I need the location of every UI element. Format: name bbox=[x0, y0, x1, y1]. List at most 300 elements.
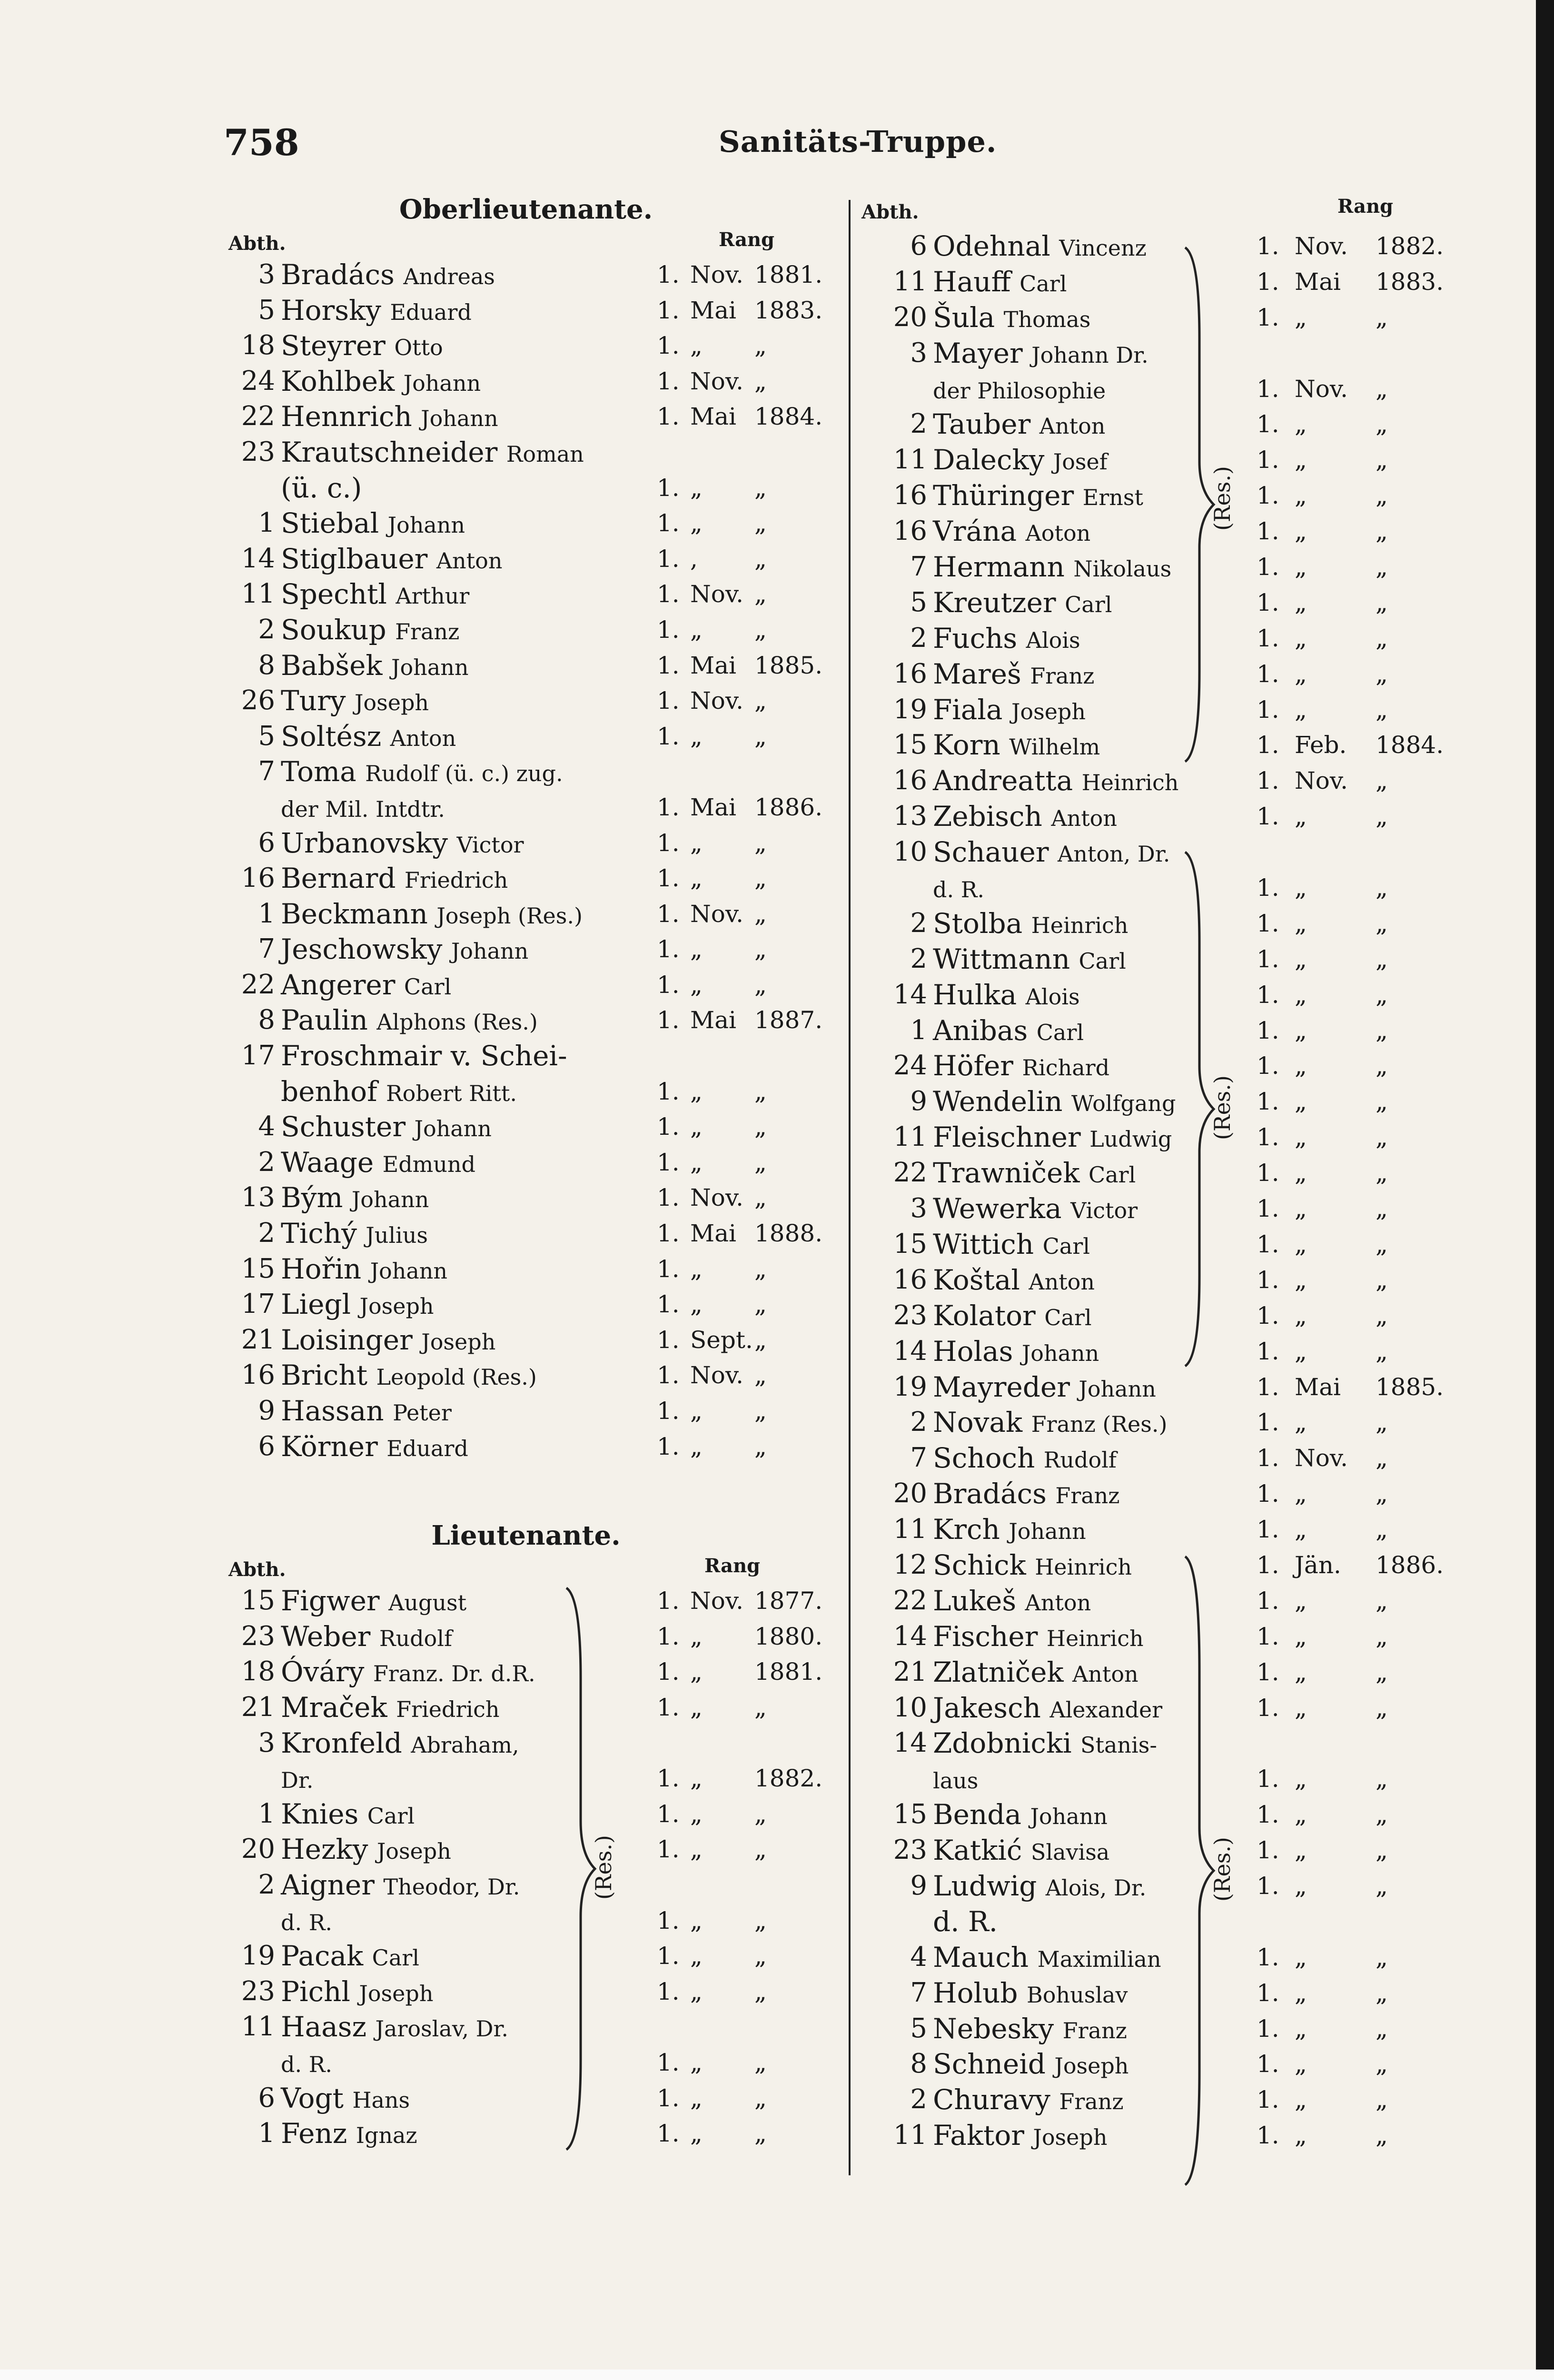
rank-month: Nov. bbox=[690, 580, 744, 608]
officer-name bbox=[933, 1440, 1117, 1478]
abth-number: 7 bbox=[258, 756, 275, 787]
given-name: Carl bbox=[1036, 1019, 1084, 1045]
rank-month: „ bbox=[1295, 624, 1307, 652]
officer-name bbox=[933, 942, 1126, 979]
given-name: Johann bbox=[403, 370, 481, 396]
surname: Liegl bbox=[281, 1288, 351, 1321]
given-name: Peter bbox=[393, 1400, 452, 1426]
rank-year: „ bbox=[1376, 2050, 1388, 2078]
officer-name bbox=[281, 967, 451, 1005]
rank-day: 1. bbox=[1257, 1551, 1279, 1579]
surname: Bradács bbox=[281, 258, 395, 291]
rank-month: Mai bbox=[690, 403, 736, 431]
officer-name bbox=[933, 514, 1090, 551]
rank-year: „ bbox=[754, 971, 767, 999]
officer-name bbox=[933, 1298, 1092, 1336]
rank-day: 1. bbox=[657, 935, 680, 963]
officer-name bbox=[281, 1938, 419, 1976]
rank-month: „ bbox=[1295, 1088, 1307, 1116]
rank-day: 1. bbox=[1257, 1408, 1279, 1437]
list-item bbox=[861, 1512, 1480, 1547]
given-name: Johann Dr. bbox=[1031, 342, 1148, 368]
surname: Paulin bbox=[281, 1004, 368, 1037]
surname: Bricht bbox=[281, 1359, 368, 1392]
surname: Tichý bbox=[281, 1217, 357, 1250]
surname: Waage bbox=[281, 1146, 374, 1179]
rank-month: Nov. bbox=[1295, 1444, 1348, 1472]
list-item bbox=[209, 1583, 842, 1619]
list-item bbox=[209, 1619, 842, 1655]
officer-name bbox=[933, 1013, 1084, 1051]
given-name: Joseph bbox=[1054, 2053, 1129, 2079]
given-name: Johann bbox=[1021, 1340, 1099, 1366]
given-name: Carl bbox=[1065, 591, 1112, 617]
officer-name bbox=[281, 1583, 466, 1621]
given-name: Franz. Dr. d.R. bbox=[373, 1661, 535, 1687]
rank-day: 1. bbox=[657, 1326, 680, 1354]
list-item bbox=[209, 506, 842, 541]
abth-number: 24 bbox=[893, 1050, 927, 1081]
abth-header: Abth. bbox=[228, 1558, 286, 1581]
list-item bbox=[861, 1940, 1480, 1975]
rank-month: Nov. bbox=[690, 900, 744, 928]
officer-name bbox=[933, 1726, 1157, 1763]
given-name: Aoton bbox=[1025, 520, 1091, 546]
list-item bbox=[209, 2116, 842, 2152]
rank-year: „ bbox=[1376, 695, 1388, 724]
officer-name bbox=[933, 1227, 1090, 1264]
officer-name bbox=[933, 656, 1094, 694]
rank-month: „ bbox=[690, 1148, 703, 1176]
abth-number: 2 bbox=[910, 2084, 927, 2115]
given-name: Franz (Res.) bbox=[1031, 1411, 1168, 1438]
rank-day: 1. bbox=[657, 1587, 680, 1615]
rank-day: 1. bbox=[1257, 553, 1279, 581]
rang-header: Rang bbox=[1337, 195, 1394, 218]
rank-day: 1. bbox=[657, 296, 680, 324]
list-item bbox=[861, 1191, 1480, 1227]
given-name: Franz bbox=[395, 618, 460, 645]
abth-number: 11 bbox=[241, 578, 275, 610]
rank-year: „ bbox=[754, 1906, 767, 1934]
given-name: der Mil. Intdtr. bbox=[281, 796, 445, 822]
list-item bbox=[209, 790, 842, 825]
rank-month: „ bbox=[690, 1977, 703, 2005]
rank-month: „ bbox=[690, 1800, 703, 1828]
surname: Krautschneider bbox=[281, 436, 498, 468]
rank-month: „ bbox=[690, 971, 703, 999]
rank-day: 1. bbox=[1257, 731, 1279, 759]
surname: Óváry bbox=[281, 1656, 365, 1688]
officer-name bbox=[933, 2011, 1127, 2049]
officer-name bbox=[281, 754, 563, 792]
rank-month: „ bbox=[690, 1906, 703, 1934]
given-name: Wolfgang bbox=[1071, 1091, 1176, 1117]
rank-month: Mai bbox=[690, 296, 736, 324]
officer-name bbox=[933, 1797, 1108, 1835]
given-name: Heinrich bbox=[1035, 1554, 1132, 1580]
officer-name bbox=[281, 1180, 429, 1218]
reserve-label: (Res.) bbox=[590, 1835, 616, 1900]
surname: Churavy bbox=[933, 2083, 1050, 2116]
surname: Jakesch bbox=[933, 1691, 1041, 1724]
abth-number: 2 bbox=[910, 622, 927, 654]
rank-year: „ bbox=[1376, 1622, 1388, 1650]
officer-name bbox=[281, 1322, 495, 1360]
rank-year: „ bbox=[754, 1432, 767, 1460]
rank-day: 1. bbox=[657, 367, 680, 395]
rank-year: „ bbox=[754, 1290, 767, 1319]
given-name: Victor bbox=[456, 832, 524, 858]
rank-year: „ bbox=[754, 1077, 767, 1105]
surname: Andreatta bbox=[933, 764, 1073, 797]
rank-year: „ bbox=[754, 935, 767, 963]
surname: Zdobnicki bbox=[933, 1727, 1072, 1760]
given-name: Richard bbox=[1022, 1055, 1110, 1081]
list-item bbox=[209, 1322, 842, 1358]
abth-number: 4 bbox=[910, 1941, 927, 1973]
list-item bbox=[209, 1251, 842, 1287]
left-column bbox=[209, 190, 842, 2152]
rank-month: „ bbox=[690, 615, 703, 644]
given-name: Carl bbox=[1020, 270, 1067, 297]
rank-month: „ bbox=[1295, 1408, 1307, 1437]
rank-month: Nov. bbox=[690, 687, 744, 715]
officer-name bbox=[933, 371, 1106, 409]
surname: Odehnal bbox=[933, 230, 1050, 262]
surname: Ludwig bbox=[933, 1869, 1037, 1902]
rank-year: „ bbox=[1376, 1337, 1388, 1365]
reserve-label: (Res.) bbox=[1209, 466, 1235, 531]
rank-day: 1. bbox=[657, 1765, 680, 1793]
officer-name bbox=[933, 1833, 1109, 1870]
rank-month: „ bbox=[690, 2048, 703, 2076]
rank-day: 1. bbox=[657, 261, 680, 288]
rank-year: „ bbox=[754, 1693, 767, 1721]
rank-day: 1. bbox=[657, 2120, 680, 2148]
rank-day: 1. bbox=[657, 1148, 680, 1176]
abth-number: 2 bbox=[910, 408, 927, 440]
abth-number: 2 bbox=[910, 1407, 927, 1438]
rank-month: „ bbox=[690, 509, 703, 537]
list-item bbox=[861, 2082, 1480, 2118]
rank-year: „ bbox=[1376, 553, 1388, 581]
given-name: Anton, Dr. bbox=[1058, 841, 1170, 867]
list-item bbox=[861, 799, 1480, 834]
rank-month: „ bbox=[690, 1835, 703, 1864]
rank-month: Mai bbox=[1295, 1373, 1341, 1401]
rank-month: „ bbox=[1295, 303, 1307, 331]
rank-year: „ bbox=[1376, 1587, 1388, 1615]
abth-number: 11 bbox=[893, 444, 927, 476]
given-name: Franz bbox=[1030, 663, 1095, 689]
surname: Vogt bbox=[281, 2082, 344, 2114]
given-name: Otto bbox=[394, 335, 443, 361]
rank-year: „ bbox=[1376, 1088, 1388, 1116]
given-name: Jaroslav, Dr. bbox=[375, 2016, 509, 2042]
rank-year: „ bbox=[1376, 1266, 1388, 1294]
rank-year: „ bbox=[1376, 2122, 1388, 2150]
abth-number: 7 bbox=[258, 933, 275, 965]
rank-year: „ bbox=[754, 1977, 767, 2005]
officer-name bbox=[281, 790, 445, 827]
rank-day: 1. bbox=[1257, 1658, 1279, 1686]
rank-year: „ bbox=[1376, 874, 1388, 902]
abth-number: 23 bbox=[893, 1835, 927, 1866]
list-item bbox=[209, 2081, 842, 2116]
rank-day: 1. bbox=[657, 332, 680, 360]
surname: Vrána bbox=[933, 515, 1017, 548]
surname: Mareš bbox=[933, 657, 1021, 690]
rank-year: „ bbox=[754, 545, 767, 573]
list-item bbox=[861, 514, 1480, 549]
rank-year: 1886. bbox=[754, 793, 823, 821]
surname: Korn bbox=[933, 729, 1000, 762]
list-item bbox=[861, 1084, 1480, 1120]
column-header bbox=[209, 1555, 842, 1583]
officer-name bbox=[933, 1084, 1176, 1121]
rank-day: 1. bbox=[657, 864, 680, 892]
list-item bbox=[209, 1867, 842, 1903]
abth-number: 6 bbox=[910, 230, 927, 261]
surname: Wittich bbox=[933, 1228, 1034, 1260]
rank-day: 1. bbox=[657, 1906, 680, 1934]
abth-number: 7 bbox=[910, 551, 927, 583]
list-item bbox=[861, 264, 1480, 300]
abth-number: 16 bbox=[893, 516, 927, 547]
given-name: Alexander bbox=[1049, 1696, 1163, 1723]
rank-year: „ bbox=[1376, 1943, 1388, 1971]
list-item bbox=[209, 612, 842, 648]
rank-day: 1. bbox=[657, 2084, 680, 2112]
rank-day: 1. bbox=[1257, 1587, 1279, 1615]
rank-month: „ bbox=[690, 1397, 703, 1425]
rank-day: 1. bbox=[1257, 874, 1279, 902]
abth-number: 5 bbox=[258, 294, 275, 326]
officer-name bbox=[281, 1867, 520, 1905]
abth-number: 1 bbox=[910, 1014, 927, 1046]
rank-month: Sept. bbox=[690, 1326, 753, 1354]
given-name: Anton bbox=[390, 725, 456, 751]
rank-year: „ bbox=[754, 722, 767, 750]
officer-name bbox=[281, 1974, 433, 2012]
abth-number: 1 bbox=[258, 507, 275, 539]
surname: Kronfeld bbox=[281, 1726, 402, 1759]
surname: Hořin bbox=[281, 1252, 362, 1285]
rank-year: 1885. bbox=[754, 651, 823, 679]
abth-number: 23 bbox=[241, 1620, 275, 1652]
surname: Wewerka bbox=[933, 1192, 1062, 1225]
list-item bbox=[209, 861, 842, 896]
surname: Stolba bbox=[933, 907, 1023, 940]
given-name: laus bbox=[933, 1768, 979, 1794]
given-name: Joseph bbox=[359, 1293, 434, 1319]
abth-number: 16 bbox=[241, 863, 275, 894]
rank-day: 1. bbox=[1257, 803, 1279, 831]
rank-month: Mai bbox=[1295, 268, 1341, 296]
officer-name bbox=[933, 1369, 1156, 1407]
list-item bbox=[861, 1904, 1480, 1940]
rank-day: 1. bbox=[657, 687, 680, 715]
rank-day: 1. bbox=[657, 1220, 680, 1248]
column-divider bbox=[849, 200, 851, 2175]
officer-name bbox=[933, 1476, 1120, 1514]
abth-number: 18 bbox=[241, 1656, 275, 1687]
rank-year: „ bbox=[1376, 1301, 1388, 1329]
rank-day: 1. bbox=[1257, 981, 1279, 1009]
list-item bbox=[861, 2046, 1480, 2082]
list-item bbox=[861, 906, 1480, 942]
officer-name bbox=[281, 1619, 452, 1656]
abth-number: 11 bbox=[241, 2011, 275, 2043]
officer-name bbox=[281, 1903, 332, 1941]
officer-name bbox=[933, 442, 1108, 480]
section-title-lieutenante: Lieutenante. bbox=[431, 1520, 621, 1552]
rank-year: „ bbox=[754, 1255, 767, 1283]
rank-day: 1. bbox=[657, 1290, 680, 1319]
abth-number: 3 bbox=[910, 337, 927, 368]
rank-year: „ bbox=[1376, 660, 1388, 688]
rank-month: „ bbox=[690, 864, 703, 892]
list-item bbox=[209, 932, 842, 967]
surname: Beckmann bbox=[281, 897, 428, 930]
officer-name bbox=[933, 549, 1171, 587]
given-name: Joseph bbox=[354, 690, 429, 716]
rank-month: „ bbox=[1295, 1123, 1307, 1151]
list-item bbox=[861, 1013, 1480, 1049]
oberlieutenante-list bbox=[209, 257, 842, 1464]
officer-name bbox=[933, 478, 1143, 516]
surname: Jeschowsky bbox=[281, 933, 443, 966]
officer-name bbox=[933, 906, 1128, 943]
page-header bbox=[224, 121, 1480, 164]
given-name: Joseph bbox=[359, 1980, 434, 2006]
rank-year: 1884. bbox=[1376, 731, 1444, 759]
abth-number: 14 bbox=[893, 1727, 927, 1759]
rank-month: „ bbox=[1295, 482, 1307, 510]
surname: Fischer bbox=[933, 1620, 1038, 1653]
list-item bbox=[209, 967, 842, 1003]
surname: Zebisch bbox=[933, 800, 1042, 833]
abth-number: 3 bbox=[258, 1727, 275, 1758]
rank-month: „ bbox=[690, 935, 703, 963]
rank-month: Mai bbox=[690, 651, 736, 679]
surname: d. R. bbox=[933, 1905, 998, 1938]
given-name: Johann bbox=[387, 512, 465, 538]
list-item bbox=[209, 1145, 842, 1180]
rank-day: 1. bbox=[657, 1184, 680, 1212]
rank-month: „ bbox=[1295, 981, 1307, 1009]
given-name: d. R. bbox=[281, 2051, 332, 2077]
officer-name bbox=[933, 1904, 998, 1942]
given-name: Eduard bbox=[386, 1435, 468, 1461]
surname: Zlatniček bbox=[933, 1656, 1064, 1688]
rank-month: „ bbox=[690, 1942, 703, 1970]
abth-number: 6 bbox=[258, 2082, 275, 2113]
given-name: Johann bbox=[351, 1187, 429, 1213]
surname: Fleischner bbox=[933, 1121, 1081, 1154]
given-name: Alois bbox=[1026, 627, 1080, 653]
officer-name bbox=[933, 1048, 1109, 1086]
given-name: Rudolf bbox=[379, 1625, 452, 1651]
rank-year: „ bbox=[754, 1397, 767, 1425]
rank-day: 1. bbox=[1257, 624, 1279, 652]
rank-day: 1. bbox=[657, 1658, 680, 1686]
officer-name bbox=[281, 932, 528, 969]
list-item bbox=[209, 2045, 842, 2081]
rank-day: 1. bbox=[1257, 1765, 1279, 1793]
given-name: Dr. bbox=[281, 1767, 314, 1794]
abth-number: 22 bbox=[893, 1585, 927, 1616]
surname: Loisinger bbox=[281, 1323, 413, 1356]
rank-day: 1. bbox=[1257, 2014, 1279, 2043]
rank-month: „ bbox=[1295, 1801, 1307, 1829]
list-item bbox=[861, 834, 1480, 870]
officer-name bbox=[281, 541, 502, 579]
rank-year: „ bbox=[754, 580, 767, 608]
list-item bbox=[209, 1726, 842, 1761]
rank-year: „ bbox=[754, 900, 767, 928]
given-name: Abraham, bbox=[411, 1732, 519, 1758]
rank-day: 1. bbox=[657, 2048, 680, 2076]
list-item bbox=[861, 1262, 1480, 1298]
officer-name bbox=[281, 1038, 567, 1076]
officer-name bbox=[933, 1761, 978, 1799]
surname: Angerer bbox=[281, 968, 396, 1001]
given-name: Joseph bbox=[421, 1329, 496, 1355]
rank-day: 1. bbox=[1257, 2050, 1279, 2078]
rank-year: „ bbox=[1376, 1444, 1388, 1472]
officer-name bbox=[933, 1191, 1138, 1229]
surname: Kreutzer bbox=[933, 586, 1056, 619]
rank-year: „ bbox=[1376, 2086, 1388, 2114]
officer-name bbox=[933, 799, 1117, 836]
page-number: 758 bbox=[224, 121, 299, 164]
officer-name bbox=[933, 264, 1067, 302]
surname: Schoch bbox=[933, 1442, 1035, 1475]
officer-name bbox=[281, 506, 465, 543]
rank-month: Nov. bbox=[1295, 375, 1348, 403]
rank-day: 1. bbox=[657, 1835, 680, 1864]
rank-day: 1. bbox=[1257, 1516, 1279, 1544]
rank-day: 1. bbox=[1257, 1159, 1279, 1187]
rank-day: 1. bbox=[1257, 1016, 1279, 1044]
officer-name bbox=[281, 1832, 451, 1869]
surname: Schauer bbox=[933, 836, 1049, 869]
rank-year: „ bbox=[754, 1800, 767, 1828]
rank-year: „ bbox=[754, 1148, 767, 1176]
given-name: Johann bbox=[1079, 1376, 1156, 1402]
rank-day: 1. bbox=[1257, 1694, 1279, 1722]
officer-name bbox=[281, 1074, 517, 1111]
scan-bottom-edge bbox=[0, 2370, 1554, 2380]
list-item bbox=[209, 1358, 842, 1393]
given-name: Theodor, Dr. bbox=[383, 1874, 520, 1900]
rank-year: „ bbox=[1376, 1016, 1388, 1044]
given-name: Anton bbox=[1051, 805, 1117, 832]
rank-month: „ bbox=[1295, 517, 1307, 545]
rank-year: „ bbox=[754, 1326, 767, 1354]
rank-month: „ bbox=[1295, 1658, 1307, 1686]
list-item bbox=[209, 293, 842, 328]
surname: Faktor bbox=[933, 2119, 1024, 2152]
rank-day: 1. bbox=[657, 474, 680, 502]
rank-year: „ bbox=[754, 2048, 767, 2076]
surname: Wittmann bbox=[933, 942, 1070, 975]
given-name: Vincenz bbox=[1059, 235, 1147, 261]
rank-month: „ bbox=[1295, 660, 1307, 688]
list-item bbox=[209, 1216, 842, 1251]
